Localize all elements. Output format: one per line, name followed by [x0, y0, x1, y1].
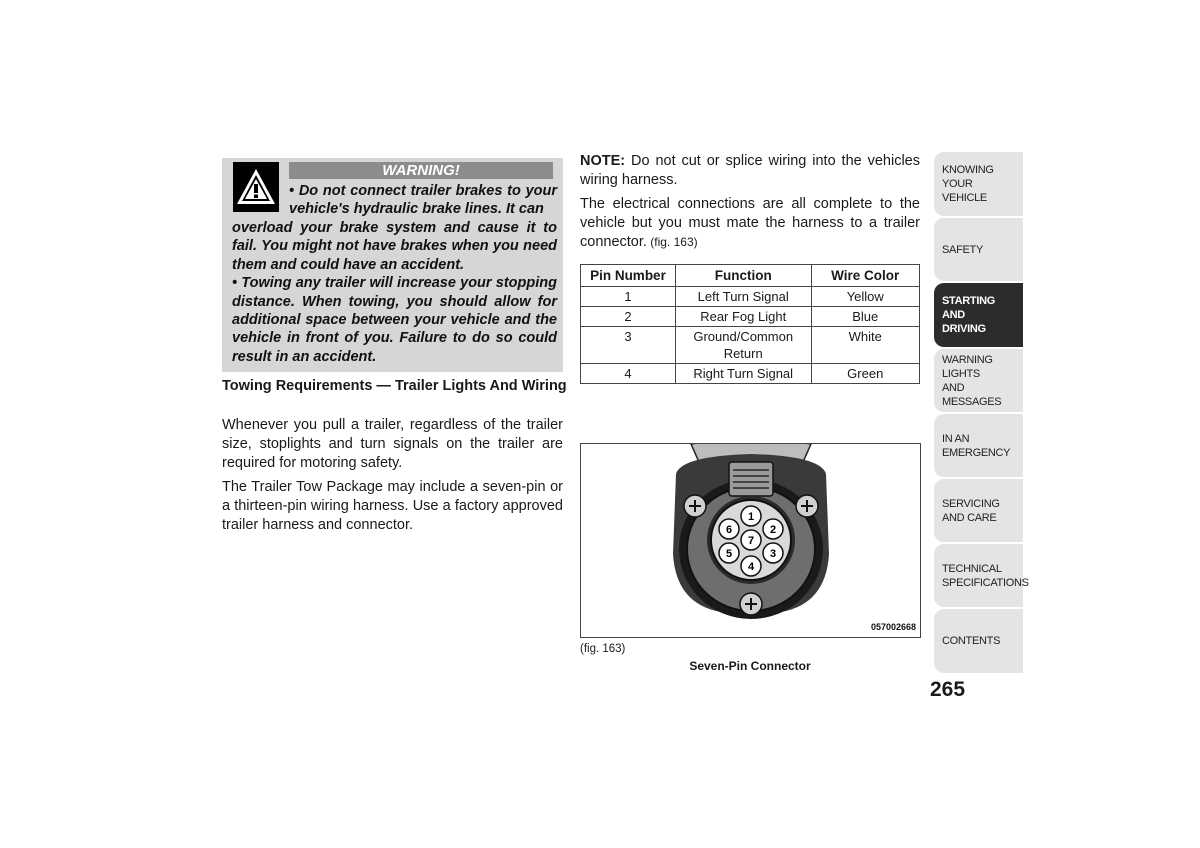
tab-safety[interactable]: SAFETY: [934, 218, 1023, 281]
warning-text-1b: overload your brake system and cause it to fail. You might not have brakes when you need them and could have an accident.: [232, 220, 557, 273]
tab-warning-lights-and-messages[interactable]: WARNING LIGHTS AND MESSAGES: [934, 349, 1023, 412]
svg-text:2: 2: [769, 524, 777, 536]
table-cell: Yellow: [811, 287, 920, 307]
table-row: [581, 287, 920, 307]
figure-code: 057002668: [870, 622, 916, 632]
table-cell: White: [811, 327, 920, 364]
table-cell: 4: [581, 364, 676, 384]
table-cell: Right Turn Signal: [675, 364, 811, 384]
table-cell: 3: [581, 327, 676, 364]
figure-caption: Seven-Pin Connector: [689, 659, 811, 673]
pin-wiring-table: [580, 264, 920, 384]
note-text: Do not cut or splice wiring into the vehicles wiring harness.: [580, 153, 920, 188]
note-label: NOTE:: [580, 153, 626, 169]
connector-pin: [763, 543, 783, 563]
column-header-wire-color: Wire Color: [811, 265, 920, 287]
svg-text:1: 1: [747, 511, 755, 523]
connections-text: The electrical connections are all complete to the vehicle but you must mate the harness to a trailer connector.: [580, 196, 920, 250]
svg-text:4: 4: [747, 561, 755, 573]
seven-pin-connector-illustration: [581, 444, 920, 637]
table-cell: Rear Fog Light: [675, 307, 811, 327]
warning-text-1a: • Do not connect trailer brakes to your vehicle's hydraulic brake lines. It can: [289, 183, 557, 218]
body-paragraph-1: Whenever you pull a trailer, regardless of the trailer size, stoplights and turn signals on the trailer are required for motoring safety.: [222, 417, 563, 471]
table-cell: Ground/Common Return: [675, 327, 811, 364]
warning-title: WARNING!: [289, 162, 553, 179]
figure-reference: (fig. 163): [646, 235, 698, 249]
table-row: [581, 307, 920, 327]
column-header-function: Function: [675, 265, 811, 287]
tab-servicing-and-care[interactable]: SERVICING AND CARE: [934, 479, 1023, 542]
tab-contents[interactable]: CONTENTS: [934, 609, 1023, 673]
table-cell: Left Turn Signal: [675, 287, 811, 307]
table-cell: Blue: [811, 307, 920, 327]
connector-pin: [741, 506, 761, 526]
table-cell: Green: [811, 364, 920, 384]
section-heading: Towing Requirements — Trailer Lights And Wiring: [222, 378, 567, 394]
connector-pin: [719, 519, 739, 539]
table-row: [581, 327, 920, 364]
tab-knowing-your-vehicle[interactable]: KNOWING YOUR VEHICLE: [934, 152, 1023, 216]
warning-triangle-icon: [233, 162, 279, 212]
body-paragraph-2: The Trailer Tow Package may include a seven-pin or a thirteen-pin wiring harness. Use a factory approved trailer harness and connector.: [222, 479, 563, 533]
warning-box: [222, 158, 563, 372]
tab-in-an-emergency[interactable]: IN AN EMERGENCY: [934, 414, 1023, 477]
svg-text:7: 7: [747, 535, 755, 547]
table-cell: 1: [581, 287, 676, 307]
svg-text:5: 5: [725, 548, 733, 560]
tab-starting-and-driving[interactable]: STARTING AND DRIVING: [934, 283, 1023, 347]
table-row: [581, 364, 920, 384]
column-header-pin: Pin Number: [581, 265, 676, 287]
screw-left: [684, 495, 706, 517]
connector-pin: [741, 556, 761, 576]
screw-right: [796, 495, 818, 517]
connections-paragraph: [580, 195, 920, 252]
warning-text-2: • Towing any trailer will increase your stopping distance. When towing, you should allow for additional space between your vehicle and the vehicle in front of you. Failure to do so could result in an accident.: [232, 275, 557, 365]
page-number: 265: [930, 678, 966, 701]
table-cell: 2: [581, 307, 676, 327]
table-header-row: [581, 265, 920, 287]
warning-text-body: [232, 219, 557, 366]
screw-bottom: [740, 593, 762, 615]
connector-pin: [763, 519, 783, 539]
figure-ref: (fig. 163): [580, 643, 626, 655]
note-paragraph: [580, 152, 920, 190]
svg-text:6: 6: [725, 524, 733, 536]
svg-text:3: 3: [769, 548, 777, 560]
tab-technical-specifications[interactable]: TECHNICAL SPECIFICATIONS: [934, 544, 1023, 607]
connector-pin: [719, 543, 739, 563]
connector-pin: [741, 530, 761, 550]
connector-figure: [580, 443, 921, 638]
